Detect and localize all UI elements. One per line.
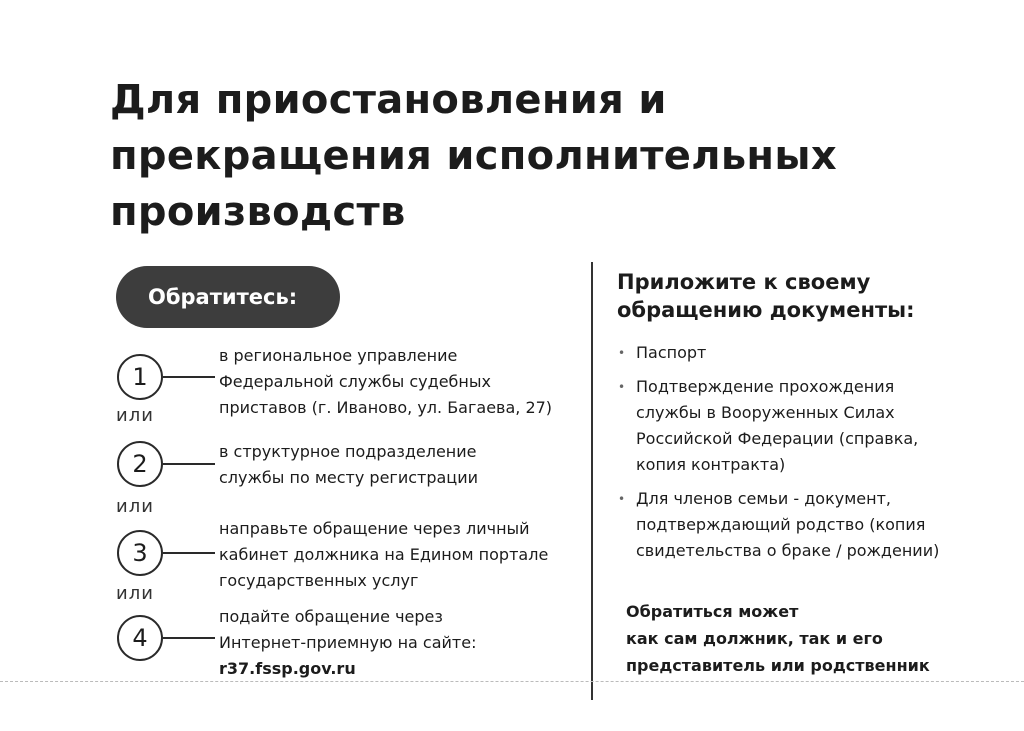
step-3-line-3: государственных услуг <box>219 571 419 590</box>
documents-title <box>617 268 1007 324</box>
note-line-3: представитель или родственник <box>626 656 930 675</box>
step-2-line-2: службы по месту регистрации <box>219 468 478 487</box>
contact-label-badge <box>116 266 340 328</box>
step-1-line-2: Федеральной службы судебных <box>219 372 491 391</box>
step-3-number: 3 <box>132 539 148 567</box>
step-4-line-2: Интернет-приемную на сайте: <box>219 633 477 652</box>
step-3-circle <box>117 530 163 576</box>
step-1-number: 1 <box>132 363 148 391</box>
document-item <box>618 340 958 366</box>
or-separator-2: или <box>116 496 154 517</box>
step-2-number: 2 <box>132 450 148 478</box>
documents-title-line-1: Приложите к своему <box>617 270 871 294</box>
step-2-circle <box>117 441 163 487</box>
title-line-1: Для приостановления и <box>110 77 667 123</box>
who-can-apply-note <box>626 598 1006 679</box>
contact-label: Обратитесь: <box>148 285 298 309</box>
step-1-text <box>219 343 569 421</box>
document-item-text: Паспорт <box>636 343 707 362</box>
step-3-line-2: кабинет должника на Едином портале <box>219 545 549 564</box>
bullet-icon: • <box>618 346 626 360</box>
step-4-circle <box>117 615 163 661</box>
title-line-2: прекращения исполнительных <box>110 133 837 179</box>
step-2-text <box>219 439 569 491</box>
step-4-connector <box>163 637 215 639</box>
page-title <box>110 72 910 240</box>
or-separator-3: или <box>116 583 154 604</box>
document-item-text: Для членов семьи - документ, подтверждающий родство (копия свидетельства о браке / рождении) <box>636 489 940 560</box>
document-item <box>618 374 958 478</box>
step-4-line-1: подайте обращение через <box>219 607 443 626</box>
note-line-2: как сам должник, так и его <box>626 629 883 648</box>
bullet-icon: • <box>618 380 626 394</box>
step-3-text <box>219 516 569 594</box>
step-2-connector <box>163 463 215 465</box>
step-1-connector <box>163 376 215 378</box>
documents-title-line-2: обращению документы: <box>617 298 915 322</box>
column-divider <box>591 262 593 700</box>
title-line-3: производств <box>110 189 406 235</box>
step-4-text <box>219 604 569 682</box>
documents-list <box>618 340 958 572</box>
document-item <box>618 486 958 564</box>
bullet-icon: • <box>618 492 626 506</box>
note-line-1: Обратиться может <box>626 602 799 621</box>
step-2-line-1: в структурное подразделение <box>219 442 477 461</box>
document-item-text: Подтверждение прохождения службы в Вооруженных Силах Российской Федерации (справка, копия контракта) <box>636 377 919 474</box>
step-1-line-3: приставов (г. Иваново, ул. Багаева, 27) <box>219 398 553 417</box>
step-1-circle <box>117 354 163 400</box>
step-3-connector <box>163 552 215 554</box>
scan-artifact-line <box>0 681 1024 682</box>
step-3-line-1: направьте обращение через личный <box>219 519 530 538</box>
fssp-website-link[interactable]: r37.fssp.gov.ru <box>219 659 356 678</box>
step-4-number: 4 <box>132 624 148 652</box>
or-separator-1: или <box>116 405 154 426</box>
step-1-line-1: в региональное управление <box>219 346 458 365</box>
